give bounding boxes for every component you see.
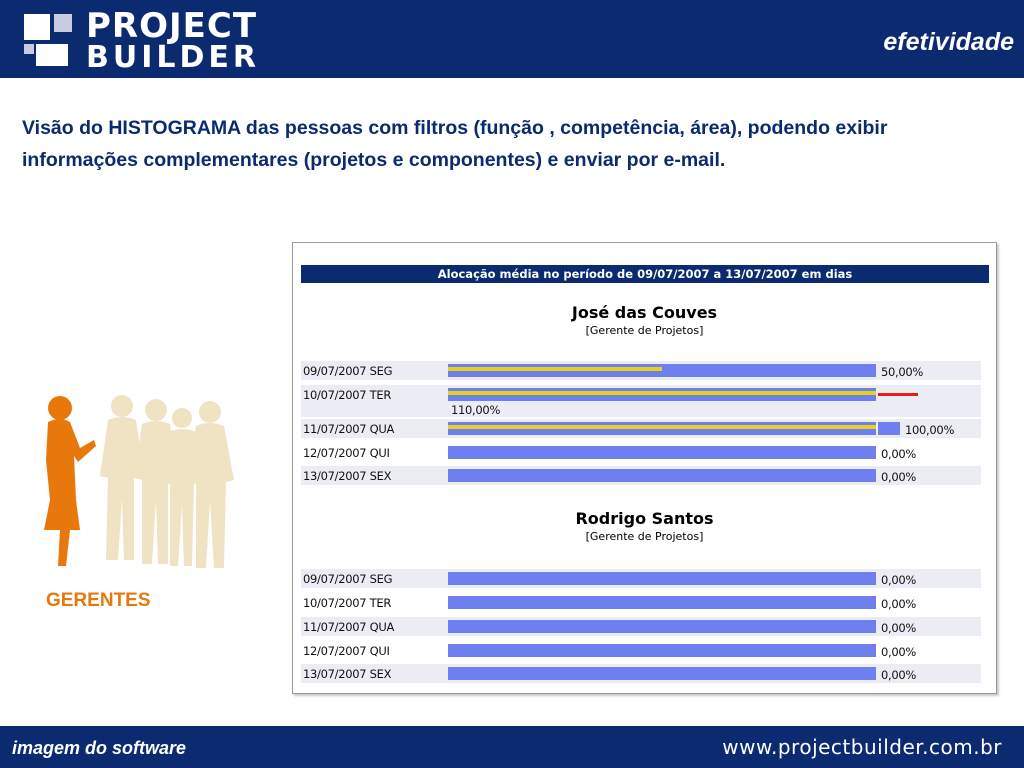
row-percentage: 0,00% (881, 597, 917, 611)
capacity-bar (448, 620, 876, 633)
logo-text-line1: PROJECT (86, 6, 258, 46)
row-date: 12/07/2007 QUI (303, 644, 390, 658)
row-percentage: 0,00% (881, 621, 917, 635)
histogram-row[interactable] (301, 569, 981, 588)
row-percentage: 0,00% (881, 645, 917, 659)
footer-caption: imagem do software (12, 738, 187, 758)
histogram-row[interactable] (301, 419, 981, 438)
row-percentage: 100,00% (905, 423, 955, 437)
people-label: GERENTES (46, 590, 151, 611)
people-silhouettes-icon (30, 390, 250, 580)
logo-icon (22, 10, 78, 70)
row-date: 13/07/2007 SEX (303, 469, 392, 483)
histogram-row[interactable] (301, 641, 981, 660)
row-percentage: 50,00% (881, 365, 924, 379)
person-role: [Gerente de Projetos] (585, 324, 704, 337)
histogram-row[interactable] (301, 466, 981, 485)
histogram-row[interactable] (301, 664, 981, 683)
person-name: José das Couves (571, 303, 718, 322)
allocation-fill (448, 391, 876, 395)
row-date: 11/07/2007 QUA (303, 422, 395, 436)
person-role: [Gerente de Projetos] (585, 530, 704, 543)
capacity-bar (448, 364, 876, 377)
allocation-fill (448, 425, 876, 429)
capacity-bar (448, 446, 876, 459)
row-date: 10/07/2007 TER (303, 388, 392, 402)
histogram-row[interactable] (301, 385, 981, 417)
header-tagline: efetividade (883, 28, 1014, 56)
capacity-bar (448, 596, 876, 609)
row-percentage: 0,00% (881, 573, 917, 587)
software-screenshot-panel (292, 242, 997, 694)
capacity-bar (448, 644, 876, 657)
panel-title: Alocação média no período de 09/07/2007 a 13/07/2007 em dias (301, 265, 989, 283)
row-date: 11/07/2007 QUA (303, 620, 395, 634)
capacity-bar (448, 422, 876, 435)
slide-description: Visão do HISTOGRAMA das pessoas com filtros (função , competência, área), podendo exibir informações complementares (projetos e componentes) e enviar por e-mail. (22, 117, 888, 171)
person-name: Rodrigo Santos (575, 509, 714, 528)
capacity-bar (448, 667, 876, 680)
header-bar (0, 0, 1024, 78)
capacity-bar (448, 388, 876, 401)
row-date: 09/07/2007 SEG (303, 364, 393, 378)
row-percentage: 0,00% (881, 668, 917, 682)
row-date: 09/07/2007 SEG (303, 572, 393, 586)
row-date: 10/07/2007 TER (303, 596, 392, 610)
histogram-row[interactable] (301, 361, 981, 380)
row-date: 13/07/2007 SEX (303, 667, 392, 681)
capacity-bar (448, 572, 876, 585)
row-percentage: 0,00% (881, 447, 917, 461)
row-percentage: 0,00% (881, 470, 917, 484)
footer-bar (0, 726, 1024, 768)
row-percentage: 110,00% (451, 403, 501, 417)
histogram-row[interactable] (301, 617, 981, 636)
bar-extension (878, 422, 900, 435)
capacity-bar (448, 469, 876, 482)
histogram-row[interactable] (301, 593, 981, 612)
logo-text-line2: BUILDER (86, 40, 261, 75)
allocation-fill (448, 367, 662, 371)
row-date: 12/07/2007 QUI (303, 446, 390, 460)
footer-website[interactable]: www.projectbuilder.com.br (722, 735, 1002, 759)
histogram-row[interactable] (301, 443, 981, 462)
over-allocation-marker (878, 393, 918, 396)
